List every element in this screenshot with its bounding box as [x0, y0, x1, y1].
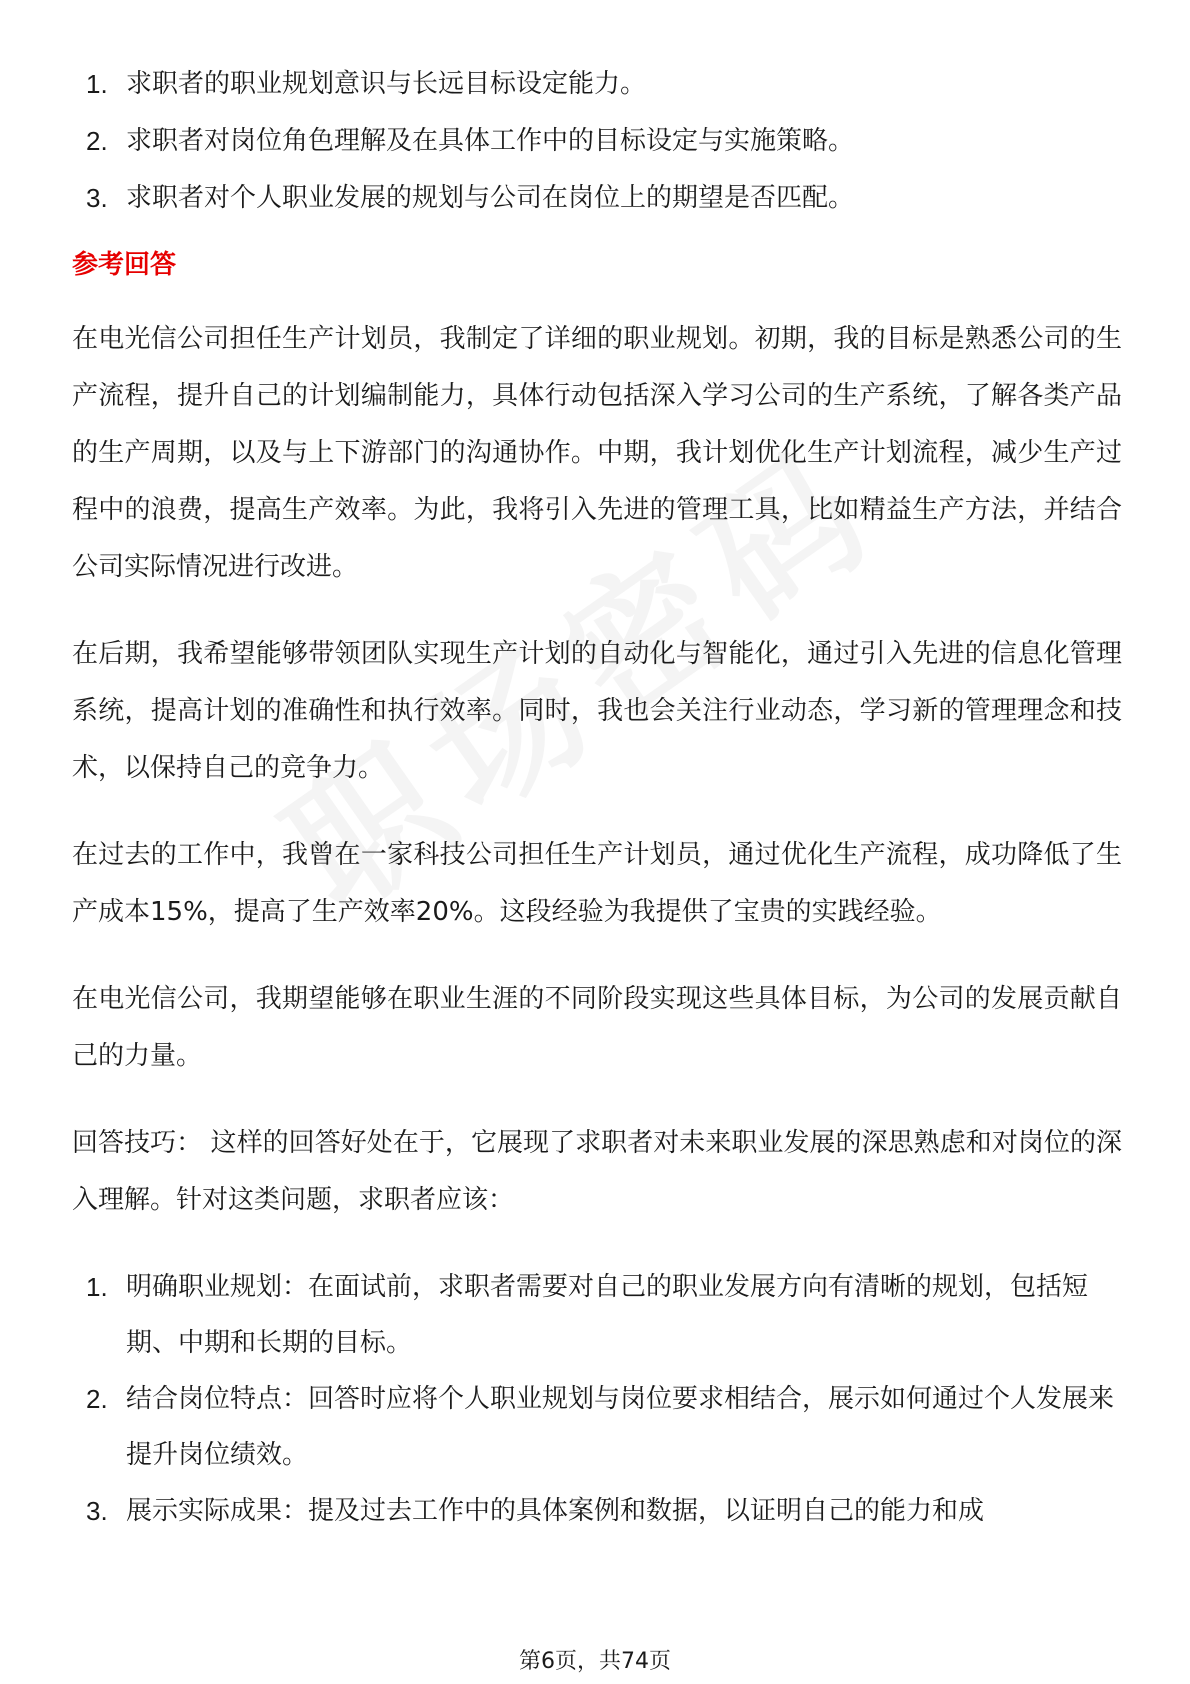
- list-number: 1.: [86, 1272, 108, 1302]
- list-item: [72, 56, 1122, 113]
- answer-paragraph: 在后期，我希望能够带领团队实现生产计划的自动化与智能化，通过引入先进的信息化管理系统，提高计划的准确性和执行效率。同时，我也会关注行业动态，学习新的管理理念和技术，以保持自己的竞争力。: [72, 639, 1122, 783]
- answer-paragraph: 在电光信公司担任生产计划员，我制定了详细的职业规划。初期，我的目标是熟悉公司的生产流程，提升自己的计划编制能力，具体行动包括深入学习公司的生产系统，了解各类产品的生产周期，以及与上下游部门的沟通协作。中期，我计划优化生产计划流程，减少生产过程中的浪费，提高生产效率。为此，我将引入先进的管理工具，比如精益生产方法，并结合公司实际情况进行改进。: [72, 324, 1122, 582]
- list-item: [72, 1259, 1122, 1371]
- list-item-text: 求职者对个人职业发展的规划与公司在岗位上的期望是否匹配。: [126, 183, 855, 213]
- list-item-text: 明确职业规划：在面试前，求职者需要对自己的职业发展方向有清晰的规划，包括短期、中期和长期的目标。: [126, 1272, 1089, 1358]
- list-item-text: 展示实际成果：提及过去工作中的具体案例和数据，以证明自己的能力和成: [126, 1496, 985, 1526]
- list-item-text: 求职者对岗位角色理解及在具体工作中的目标设定与实施策略。: [126, 126, 855, 156]
- list-number: 2.: [86, 1384, 108, 1414]
- list-number: 3.: [86, 183, 108, 213]
- list-item: [72, 1483, 1122, 1539]
- list-number: 2.: [86, 126, 108, 156]
- list-item: [72, 113, 1122, 170]
- intro-list: [72, 56, 1122, 227]
- list-number: 1.: [86, 69, 108, 99]
- list-item-text: 结合岗位特点：回答时应将个人职业规划与岗位要求相结合，展示如何通过个人发展来提升岗位绩效。: [126, 1384, 1115, 1470]
- list-item-text: 求职者的职业规划意识与长远目标设定能力。: [126, 69, 647, 99]
- page-footer: 第6页，共74页: [519, 1649, 671, 1674]
- list-number: 3.: [86, 1496, 108, 1526]
- document-page: [72, 56, 1122, 1539]
- answer-paragraph: 在过去的工作中，我曾在一家科技公司担任生产计划员，通过优化生产流程，成功降低了生产成本15%，提高了生产效率20%。这段经验为我提供了宝贵的实践经验。: [72, 840, 1122, 927]
- tips-intro-paragraph: 回答技巧： 这样的回答好处在于，它展现了求职者对未来职业发展的深思熟虑和对岗位的深入理解。针对这类问题，求职者应该：: [72, 1128, 1122, 1215]
- answer-paragraph: 在电光信公司，我期望能够在职业生涯的不同阶段实现这些具体目标，为公司的发展贡献自己的力量。: [72, 984, 1122, 1071]
- list-item: [72, 170, 1122, 227]
- list-item: [72, 1371, 1122, 1483]
- tips-list: [72, 1259, 1122, 1539]
- answer-heading: 参考回答: [72, 250, 177, 280]
